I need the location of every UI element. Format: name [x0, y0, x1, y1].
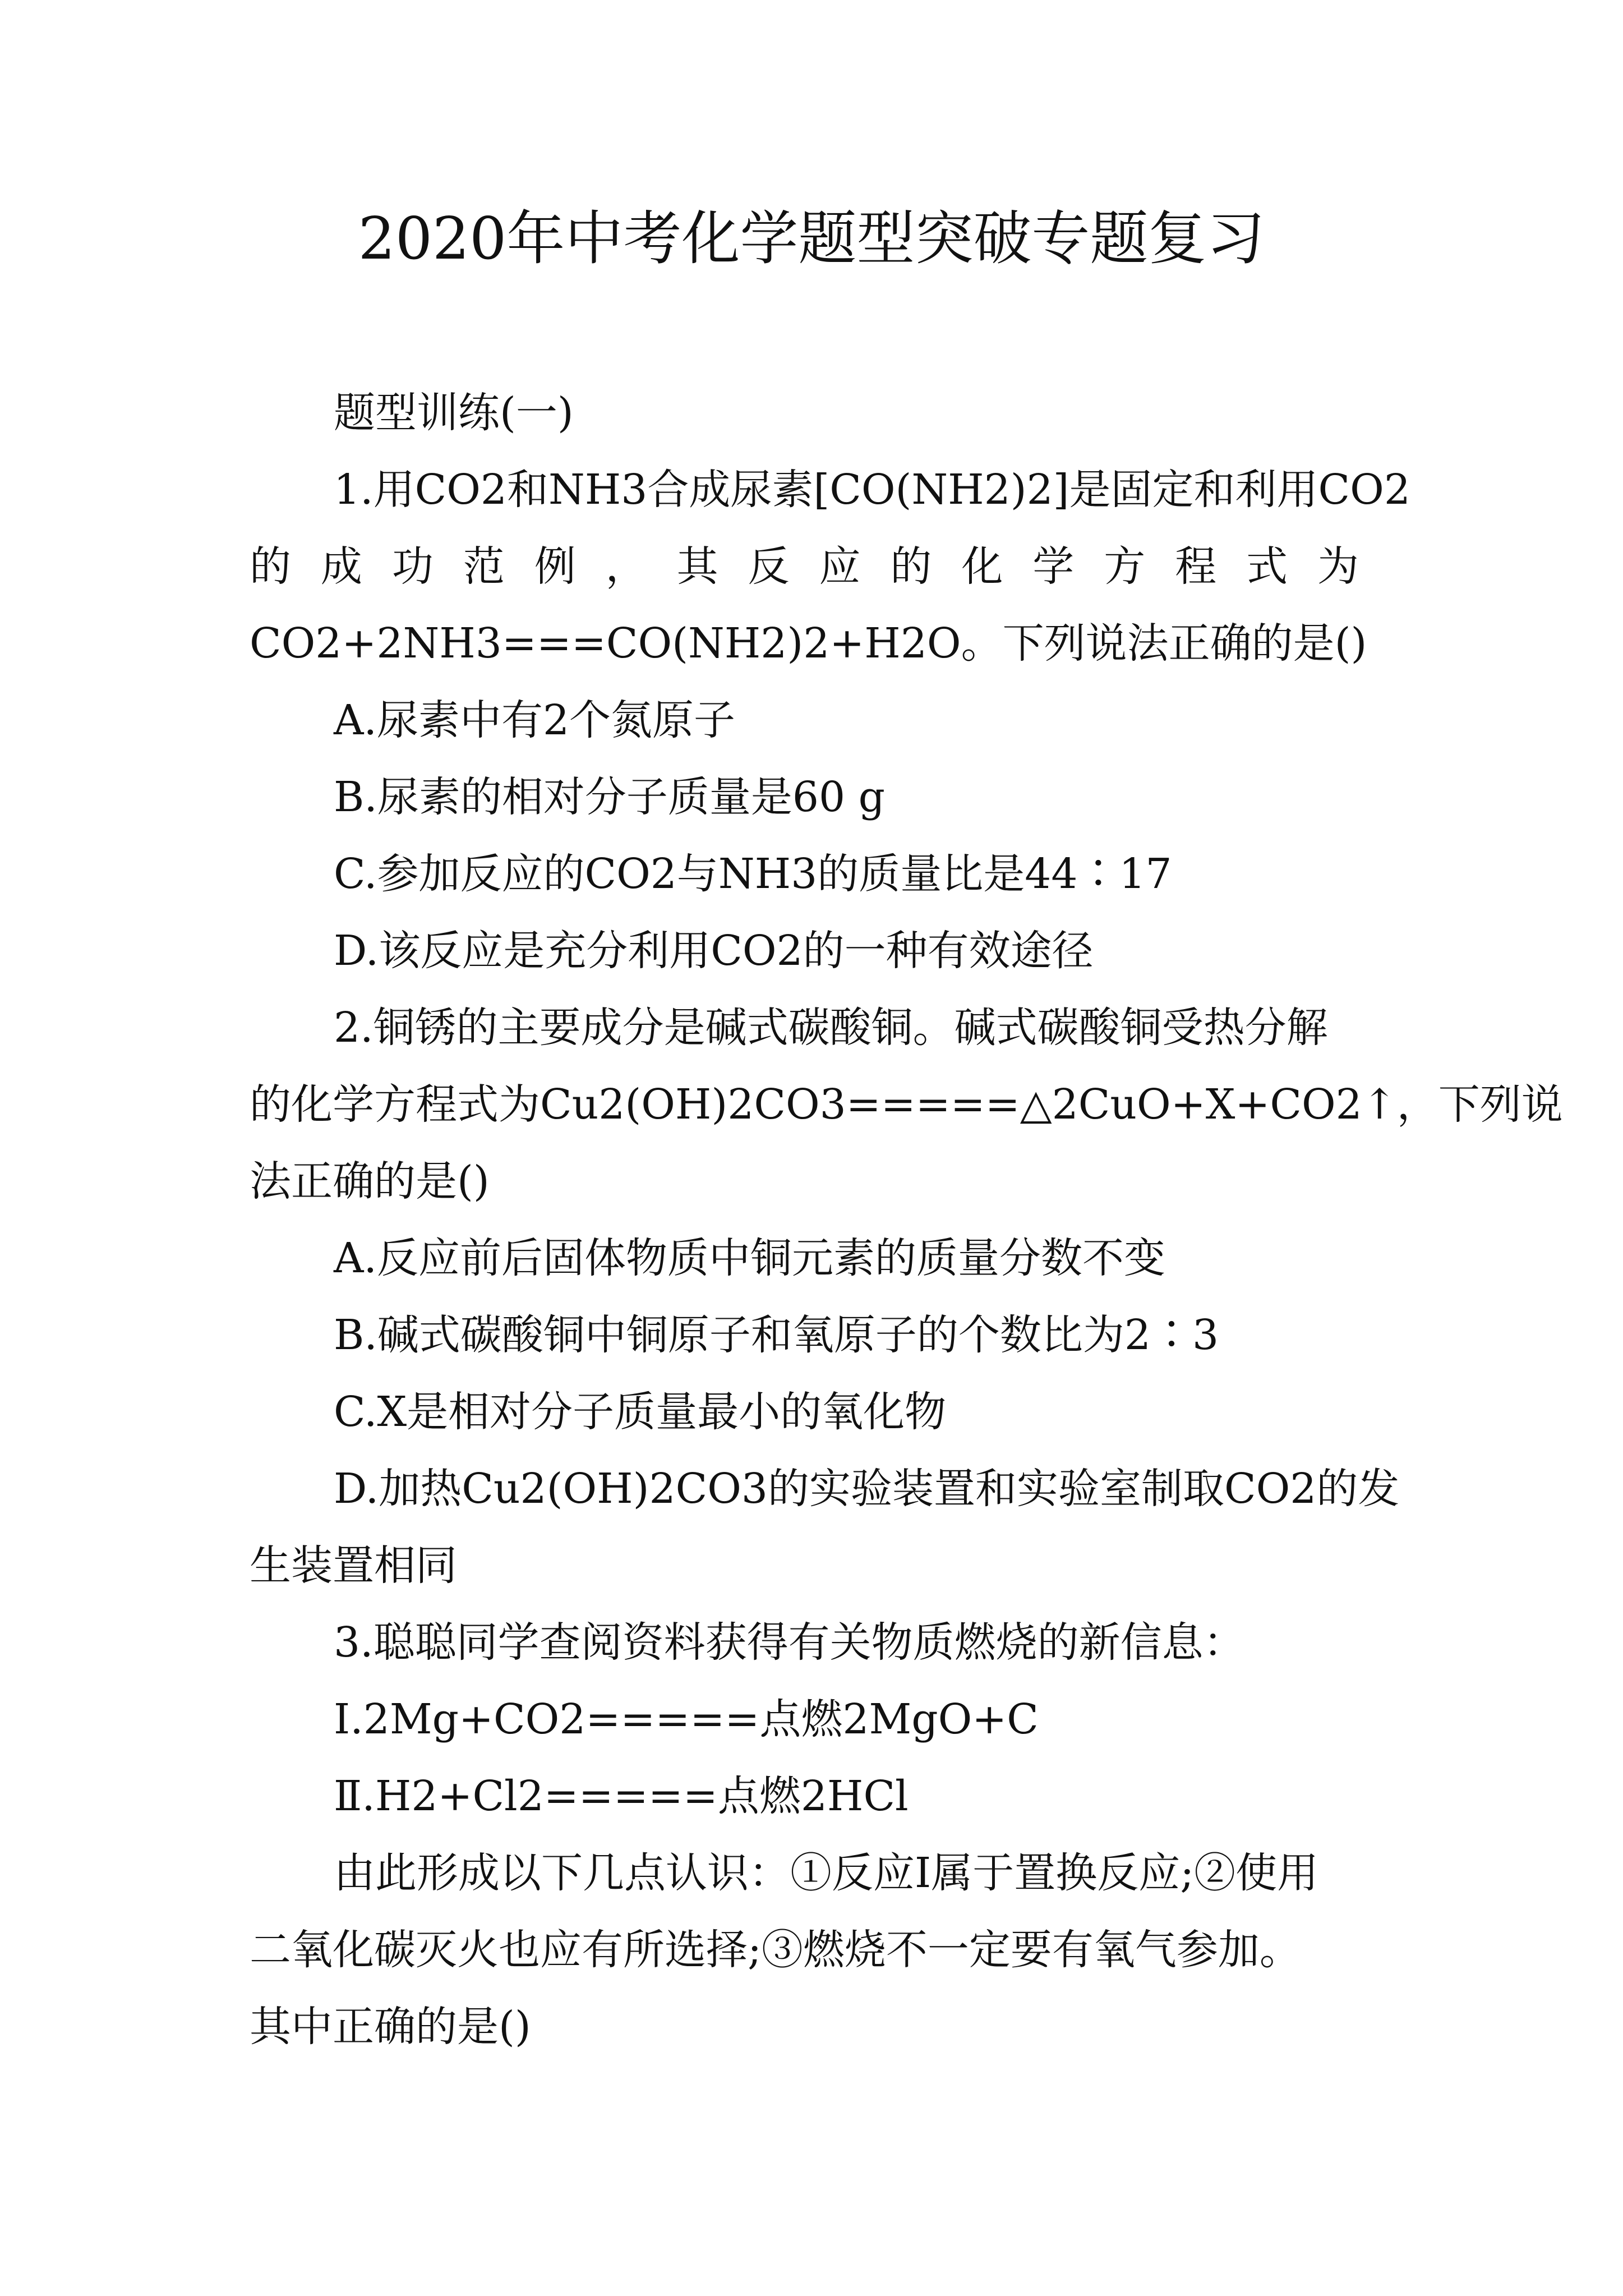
q2-line-3: 法正确的是() — [250, 1157, 490, 1205]
q1-option-d: D.该反应是充分利用CO2的一种有效途径 — [334, 927, 1094, 975]
section-heading: 题型训练(一) — [334, 389, 574, 437]
q3-equation-2: Ⅱ.H2+Cl2=====点燃2HCl — [334, 1772, 909, 1820]
q2-option-b: B.碱式碳酸铜中铜原子和氧原子的个数比为2∶3 — [334, 1311, 1219, 1359]
q1-option-a: A.尿素中有2个氮原子 — [334, 696, 736, 744]
page-title: 2020年中考化学题型突破专题复习 — [358, 204, 1265, 273]
q2-line-2: 的化学方程式为Cu2(OH)2CO3=====△2CuO+X+CO2↑，下列说 — [250, 1080, 1563, 1129]
q2-line-1: 2.铜锈的主要成分是碱式碳酸铜。碱式碳酸铜受热分解 — [334, 1004, 1328, 1052]
q3-line-3: 二氧化碳灭火也应有所选择;③燃烧不一定要有氧气参加。 — [250, 1926, 1301, 1974]
q2-option-d-continued: 生装置相同 — [250, 1542, 457, 1590]
q3-line-4: 其中正确的是() — [250, 2003, 531, 2051]
q2-option-c: C.X是相对分子质量最小的氧化物 — [334, 1388, 947, 1436]
document-body — [250, 375, 1563, 2065]
q1-option-b: B.尿素的相对分子质量是60 g — [334, 773, 885, 821]
q2-option-a: A.反应前后固体物质中铜元素的质量分数不变 — [334, 1234, 1165, 1282]
q2-option-d: D.加热Cu2(OH)2CO3的实验装置和实验室制取CO2的发 — [334, 1465, 1400, 1513]
q1-line-2: 的成功范例，其反应的化学方程式为 — [250, 542, 1388, 591]
q1-option-c: C.参加反应的CO2与NH3的质量比是44∶17 — [334, 850, 1172, 898]
q3-line-2: 由此形成以下几点认识：①反应Ⅰ属于置换反应;②使用 — [334, 1849, 1319, 1897]
q1-line-1: 1.用CO2和NH3合成尿素[CO(NH2)2]是固定和利用CO2 — [334, 466, 1410, 514]
q3-equation-1: Ⅰ.2Mg+CO2=====点燃2MgO+C — [334, 1695, 1039, 1743]
q3-line-1: 3.聪聪同学查阅资料获得有关物质燃烧的新信息： — [334, 1618, 1245, 1667]
q1-line-3: CO2+2NH3===CO(NH2)2+H2O。下列说法正确的是() — [250, 619, 1367, 668]
